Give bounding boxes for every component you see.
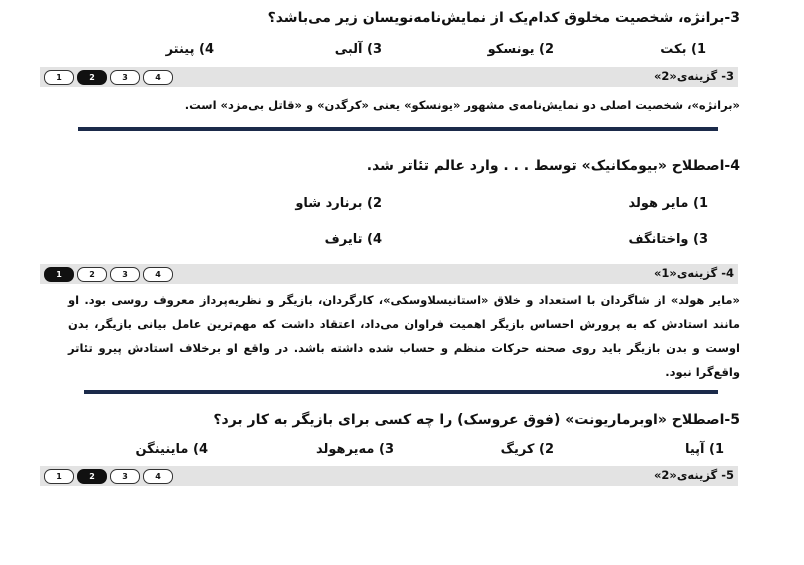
q3-pill-1[interactable]: 1 bbox=[44, 70, 74, 85]
q4-explanation: «مایر هولد» از شاگردان با استعداد و خلاق «استانیسلاوسکی»، کارگردان، بازیگر و نظریه‌پرداز معروف روسی بود. او مانند استادش که به پرورش احساس بازیگر اهمیت فراوان می‌داد، اعتقاد داشت که مهم‌ترین عامل بیانی بازیگر، بدن اوست و بدن بازیگر باید روی صحنه حرکات منظم و حساب شده داشته باشد. در واقع او برخلاف استادش پیرو تئاتر واقع‌گرا نبود. bbox=[68, 293, 740, 379]
q3-answer-label: 3- گزینه‌ی«2» bbox=[653, 69, 734, 83]
q3-answer-bar bbox=[40, 67, 738, 87]
q4-option-4[interactable]: 4) تایرف bbox=[324, 232, 382, 247]
q4-pill-1-selected[interactable]: 1 bbox=[44, 267, 74, 282]
q5-answer-pills bbox=[44, 469, 176, 483]
q3-pill-3[interactable]: 3 bbox=[110, 70, 140, 85]
q4-answer-bar bbox=[40, 264, 738, 284]
q5-option-1[interactable]: 1) آپیا bbox=[684, 442, 724, 457]
q3-option-4[interactable]: 4) پینتر bbox=[165, 42, 214, 57]
q4-pill-2[interactable]: 2 bbox=[77, 267, 107, 282]
q4-answer-pills bbox=[44, 267, 176, 281]
question-4-title: 4-اصطلاح «بیومکانیک» توسط . . . وارد عالم تئاتر شد. bbox=[366, 158, 740, 174]
question-5-title: 5-اصطلاح «اوبرماریونت» (فوق عروسک) را چه کسی برای بازیگر به کار برد؟ bbox=[213, 412, 740, 428]
q5-pill-4[interactable]: 4 bbox=[143, 469, 173, 484]
q4-option-2[interactable]: 2) برنارد شاو bbox=[295, 196, 382, 211]
q5-option-3[interactable]: 3) مه‌یرهولد bbox=[316, 442, 394, 457]
q4-option-1[interactable]: 1) مایر هولد bbox=[628, 196, 708, 211]
q4-pill-4[interactable]: 4 bbox=[143, 267, 173, 282]
q5-option-4[interactable]: 4) ماینینگن bbox=[135, 442, 208, 457]
q5-pill-3[interactable]: 3 bbox=[110, 469, 140, 484]
q3-pill-2-selected[interactable]: 2 bbox=[77, 70, 107, 85]
q5-pill-1[interactable]: 1 bbox=[44, 469, 74, 484]
q4-option-3[interactable]: 3) واختانگف bbox=[628, 232, 708, 247]
q4-answer-label: 4- گزینه‌ی«1» bbox=[653, 266, 734, 280]
q5-pill-2-selected[interactable]: 2 bbox=[77, 469, 107, 484]
q3-explanation: «برانژه»، شخصیت اصلی دو نمایش‌نامه‌ی مشهور «یونسکو» یعنی «کرگدن» و «قاتل بی‌مزد» است. bbox=[184, 98, 740, 112]
question-3-title: 3-برانژه، شخصیت مخلوق کدام‌یک از نمایش‌نامه‌نویسان زیر می‌باشد؟ bbox=[267, 10, 740, 26]
q3-pill-4[interactable]: 4 bbox=[143, 70, 173, 85]
q5-answer-label: 5- گزینه‌ی«2» bbox=[653, 468, 734, 482]
q5-answer-bar bbox=[40, 466, 738, 486]
section-divider-1 bbox=[78, 127, 718, 131]
q3-option-3[interactable]: 3) آلبی bbox=[334, 42, 382, 57]
q3-option-2[interactable]: 2) یونسکو bbox=[487, 42, 554, 57]
q4-pill-3[interactable]: 3 bbox=[110, 267, 140, 282]
section-divider-2 bbox=[84, 390, 718, 394]
q3-answer-pills bbox=[44, 70, 176, 84]
q3-option-1[interactable]: 1) بکت bbox=[660, 42, 706, 57]
q5-option-2[interactable]: 2) کریگ bbox=[500, 442, 554, 457]
